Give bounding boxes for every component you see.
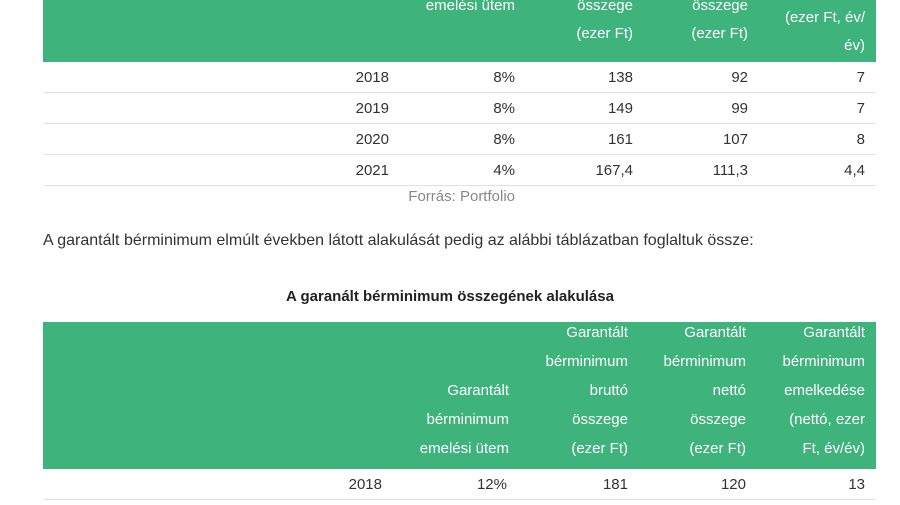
cell-increase: 13 <box>848 476 865 493</box>
cell-increase: 7 <box>856 100 865 117</box>
cell-gross: 181 <box>602 476 628 493</box>
table-row <box>43 469 876 500</box>
cell-net: 111,3 <box>712 162 748 179</box>
header-increase: Garantált bérminimum emelkedése (nettó, ezer Ft, év/év) <box>782 324 865 457</box>
paragraph: A garantált bérminimum elmúlt években látott alakulását pedig az alábbi táblázatban foglaltuk össze: <box>43 232 754 249</box>
header-gross: Garantált bérminimum bruttó összege (ezer Ft) <box>545 324 628 457</box>
cell-gross: 167,4 <box>595 162 633 179</box>
header-increase: (ezer Ft, év/ év) <box>784 9 865 54</box>
cell-year: 2020 <box>355 131 389 148</box>
header-net: összege (ezer Ft) <box>691 0 748 42</box>
header-rate: Garantált bérminimum emelési ütem <box>419 382 509 457</box>
table-row <box>43 124 876 155</box>
cell-net: 107 <box>722 131 748 148</box>
cell-year: 2018 <box>348 476 382 493</box>
cell-increase: 4,4 <box>844 162 865 179</box>
cell-rate: 8% <box>493 131 515 148</box>
cell-gross: 149 <box>607 100 633 117</box>
header-net: Garantált bérminimum nettó összege (ezer Ft) <box>663 324 746 457</box>
cell-gross: 138 <box>607 69 633 86</box>
table-title: A garanált bérminimum összegének alakulása <box>286 288 614 305</box>
header-rate: emelési ütem <box>425 0 515 14</box>
cell-net: 92 <box>731 69 748 86</box>
cell-net: 99 <box>731 100 748 117</box>
table-header <box>43 0 876 62</box>
cell-rate: 8% <box>493 100 515 117</box>
source-note: Forrás: Portfolio <box>408 188 515 205</box>
cell-year: 2018 <box>355 69 389 86</box>
table-row <box>43 155 876 186</box>
wage-table-top <box>43 0 876 186</box>
table-row <box>43 62 876 93</box>
cell-increase: 7 <box>856 69 865 86</box>
cell-gross: 161 <box>607 131 633 148</box>
cell-rate: 4% <box>493 162 515 179</box>
cell-year: 2021 <box>355 162 389 179</box>
table-header <box>43 322 876 469</box>
table-row <box>43 93 876 124</box>
cell-rate: 12% <box>476 476 507 493</box>
cell-increase: 8 <box>856 131 865 148</box>
header-gross: összege (ezer Ft) <box>576 0 633 42</box>
cell-rate: 8% <box>493 69 515 86</box>
cell-year: 2019 <box>355 100 389 117</box>
cell-net: 120 <box>720 476 746 493</box>
wage-table-bottom <box>43 322 876 500</box>
